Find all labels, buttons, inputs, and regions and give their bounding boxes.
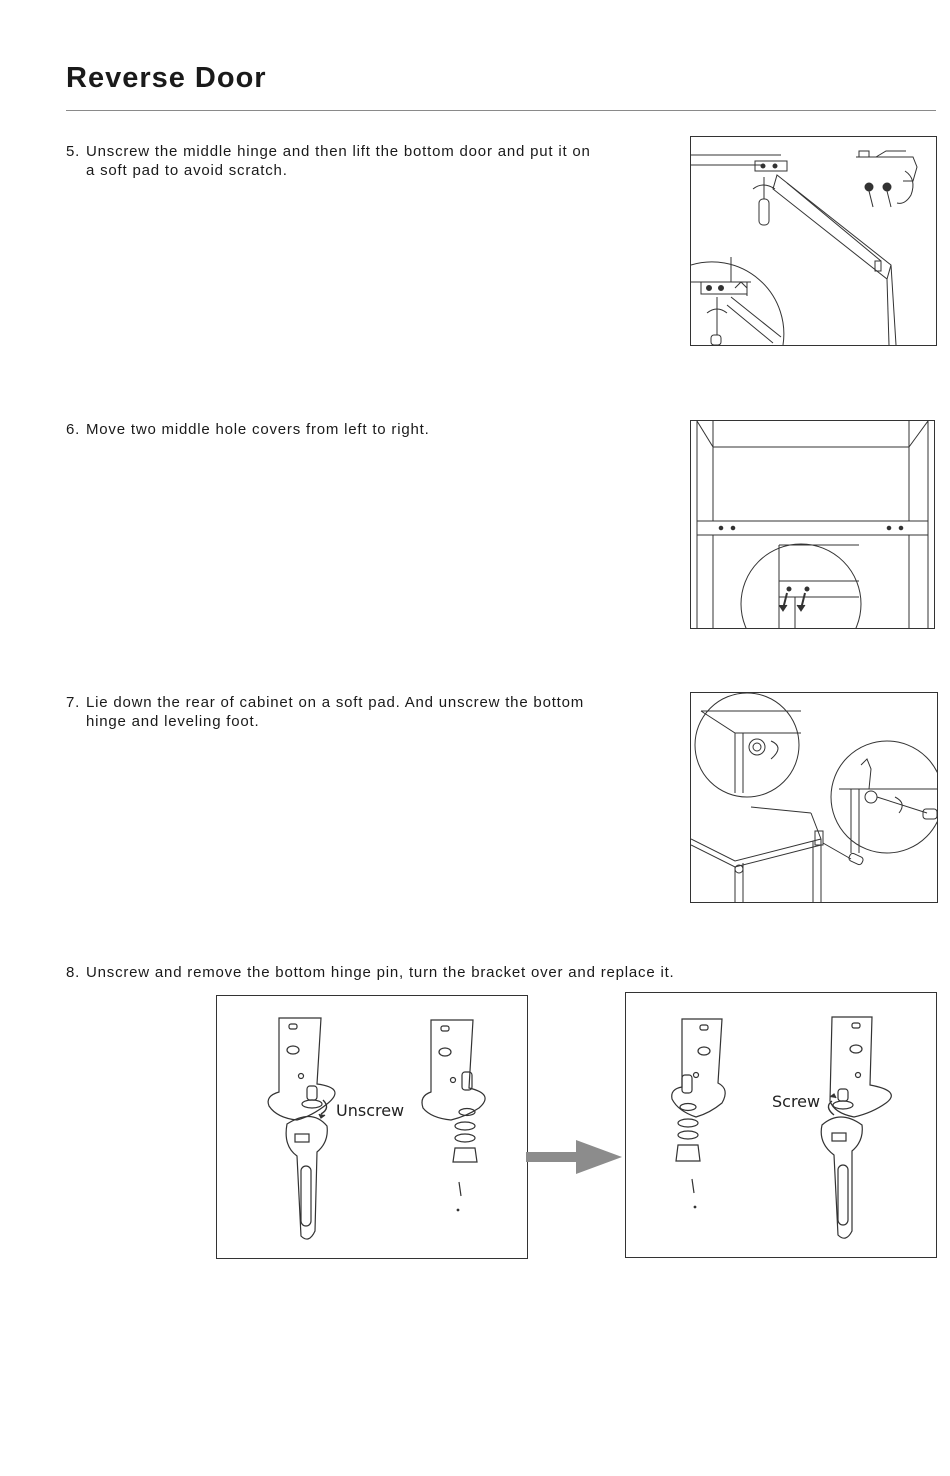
step-6-line-1: Move two middle hole covers from left to right. bbox=[86, 421, 430, 438]
hinge-bracket-exploded bbox=[422, 1020, 485, 1211]
figure-step-8-screw bbox=[625, 992, 937, 1258]
step-6-number: 6. bbox=[66, 421, 81, 438]
step-7-text bbox=[66, 693, 584, 731]
step-8-text bbox=[66, 963, 675, 982]
hinge-bracket-flipped-with-wrench bbox=[821, 1017, 891, 1238]
screw-label: Screw bbox=[772, 1092, 821, 1111]
step-7-number: 7. bbox=[66, 694, 81, 711]
unscrew-label: Unscrew bbox=[336, 1101, 405, 1120]
step-6-text bbox=[66, 420, 430, 439]
step-5-number: 5. bbox=[66, 143, 81, 160]
step-8-line-1: Unscrew and remove the bottom hinge pin, turn the bracket over and replace it. bbox=[86, 964, 675, 981]
figure-step-8-unscrew bbox=[216, 995, 528, 1259]
figure-step-6-hole-covers bbox=[690, 420, 935, 629]
hinge-bracket-flipped-exploded bbox=[672, 1019, 725, 1208]
figure-step-5-middle-hinge bbox=[690, 136, 937, 346]
hinge-bracket-with-wrench bbox=[268, 1018, 335, 1239]
step-5-text bbox=[66, 142, 591, 180]
title-divider bbox=[66, 110, 936, 111]
step-5-line-2: a soft pad to avoid scratch. bbox=[86, 162, 288, 179]
step-7-line-2: hinge and leveling foot. bbox=[86, 713, 260, 730]
step-8-number: 8. bbox=[66, 964, 81, 981]
step-7-line-1: Lie down the rear of cabinet on a soft pad. And unscrew the bottom bbox=[86, 694, 585, 711]
step-5-line-1: Unscrew the middle hinge and then lift the bottom door and put it on bbox=[86, 143, 591, 160]
page-title: Reverse Door bbox=[66, 62, 267, 94]
transition-arrow-icon bbox=[526, 1138, 626, 1178]
figure-step-7-bottom-hinge bbox=[690, 692, 938, 903]
